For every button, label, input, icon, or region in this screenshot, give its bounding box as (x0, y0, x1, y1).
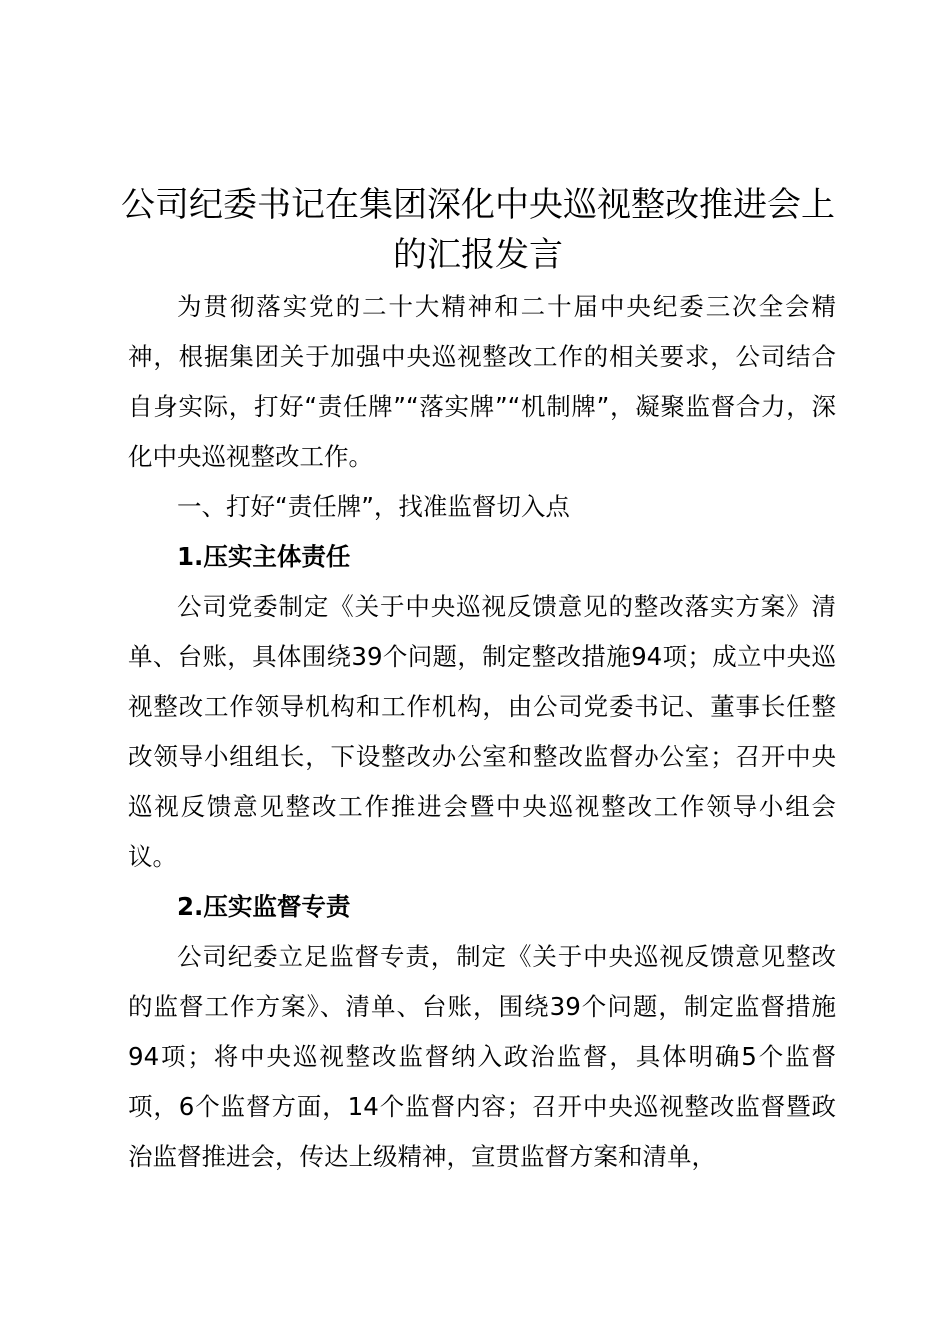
section-heading-1: 一、打好“责任牌”，找准监督切入点 (177, 492, 570, 521)
subsection-paragraph-1: 公司党委制定《关于中央巡视反馈意见的整改落实方案》清单、台账，具体围绕39个问题，制定整改措施94项；成立中央巡视整改工作领导机构和工作机构，由公司党委书记、董事长任整改领导小组组长，下设整改办公室和整改监督办公室；召开中央巡视反馈意见整改工作推进会暨中央巡视整改工作领导小组会议。 (128, 592, 836, 871)
subsection-heading-2: 2.压实监督专责 (177, 892, 351, 921)
subsection-paragraph-2: 公司纪委立足监督专责，制定《关于中央巡视反馈意见整改的监督工作方案》、清单、台账，围绕39个问题，制定监督措施94项；将中央巡视整改监督纳入政治监督，具体明确5个监督项，6个监督方面，14个监督内容；召开中央巡视整改监督暨政治监督推进会，传达上级精神，宣贯监督方案和清单， (128, 942, 836, 1171)
subsection-heading-1: 1.压实主体责任 (177, 542, 351, 571)
document-body (128, 282, 836, 1182)
document-title: 公司纪委书记在集团深化中央巡视整改推进会上的汇报发言 (121, 185, 835, 275)
intro-paragraph: 为贯彻落实党的二十大精神和二十届中央纪委三次全会精神，根据集团关于加强中央巡视整改工作的相关要求，公司结合自身实际，打好“责任牌”“落实牌”“机制牌”，凝聚监督合力，深化中央巡视整改工作。 (128, 292, 836, 471)
